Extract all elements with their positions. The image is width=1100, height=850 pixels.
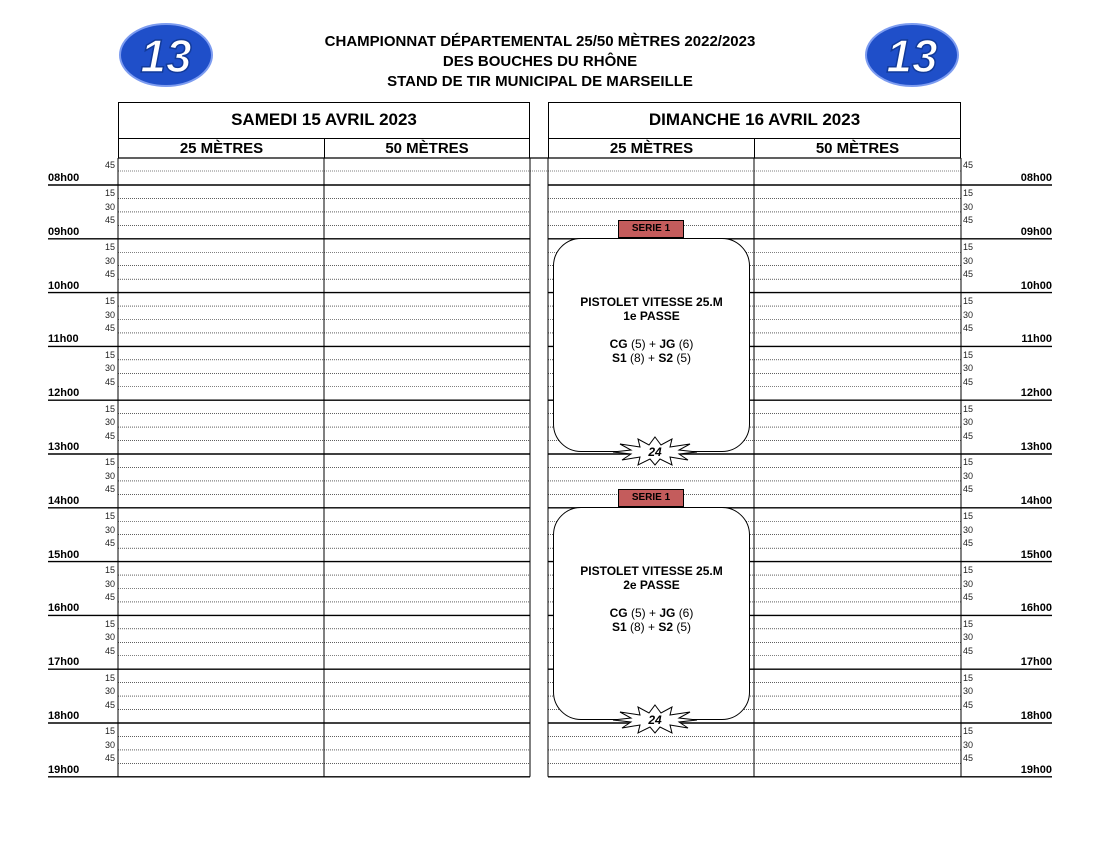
hour-label-right: 11h00 [1021, 333, 1052, 346]
quarter-label-right: 45 [963, 538, 974, 549]
event-title: PISTOLET VITESSE 25.M [580, 564, 723, 578]
quarter-label-left: 45 [104, 376, 115, 387]
event-card-1 [553, 238, 750, 452]
quarter-label-left: 30 [104, 686, 115, 697]
quarter-label: 45 [963, 160, 974, 170]
quarter-label-right: 30 [963, 524, 974, 535]
quarter-label-left: 15 [104, 349, 115, 360]
hour-label-right: 16h00 [1020, 602, 1052, 615]
quarter-label-left: 45 [104, 484, 115, 495]
quarter-label-right: 30 [963, 578, 974, 589]
quarter-label-right: 45 [963, 322, 974, 333]
hour-label-left: 15h00 [48, 548, 80, 561]
quarter-label-left: 15 [104, 403, 115, 414]
event-passe: 2e PASSE [623, 578, 680, 592]
hour-label-left: 18h00 [48, 710, 80, 722]
title-line-3: STAND DE TIR MUNICIPAL DE MARSEILLE [387, 73, 693, 90]
hour-label-left: 17h00 [48, 656, 80, 669]
hour-label-left: 10h00 [48, 279, 80, 292]
quarter-label-left: 15 [104, 457, 115, 468]
quarter-label-right: 30 [963, 632, 974, 643]
quarter-label-left: 30 [104, 417, 115, 428]
hour-label-right: 14h00 [1020, 494, 1052, 507]
quarter-label-left: 45 [104, 322, 115, 333]
quarter-label-left: 30 [104, 470, 115, 481]
quarter-label-right: 15 [963, 242, 974, 253]
quarter-label-left: 15 [104, 726, 115, 737]
quarter-label-left: 45 [104, 269, 115, 280]
quarter-label-right: 15 [963, 457, 974, 468]
quarter-label-right: 30 [963, 201, 974, 212]
quarter-label-right: 30 [963, 417, 974, 428]
quarter-label-right: 30 [963, 255, 974, 266]
participant-count-burst-2 [612, 704, 698, 734]
column-header-sat-50m: 50 MÈTRES [324, 138, 530, 158]
quarter-label: 45 [104, 160, 115, 170]
hour-label-right: 10h00 [1020, 279, 1052, 292]
quarter-label-right: 45 [963, 430, 974, 441]
quarter-label-left: 30 [104, 309, 115, 320]
event-categories-b: S1 (8) + S2 (5) [611, 351, 692, 365]
quarter-label-right: 30 [963, 686, 974, 697]
column-header-sun-25m: 25 MÈTRES [548, 138, 755, 158]
hour-label-left: 14h00 [48, 494, 80, 507]
quarter-label-right: 30 [963, 363, 974, 374]
quarter-label-left: 15 [104, 511, 115, 522]
title-line-2: DES BOUCHES DU RHÔNE [442, 53, 638, 70]
quarter-label-right: 45 [963, 753, 974, 764]
hour-label-right: 13h00 [1020, 441, 1052, 453]
serie-badge-2: SERIE 1 [618, 489, 684, 507]
hour-label-left: 12h00 [48, 387, 80, 400]
quarter-label-left: 30 [104, 363, 115, 374]
column-header-sun-50m: 50 MÈTRES [754, 138, 961, 158]
participant-count: 24 [648, 445, 662, 459]
event-passe: 1e PASSE [623, 309, 680, 323]
quarter-label-left: 15 [104, 618, 115, 629]
event-card-2 [553, 507, 750, 720]
quarter-label-right: 15 [963, 726, 974, 737]
quarter-label-left: 30 [104, 524, 115, 535]
hour-label-left: 13h00 [48, 441, 80, 453]
quarter-label-left: 15 [104, 242, 115, 253]
quarter-label-right: 30 [963, 309, 974, 320]
participant-count: 24 [648, 713, 662, 727]
quarter-label-right: 15 [963, 349, 974, 360]
title-line-1: CHAMPIONNAT DÉPARTEMENTAL 25/50 MÈTRES 2022/2023 [324, 33, 756, 50]
quarter-label-right: 45 [963, 269, 974, 280]
column-header-sat-25m: 25 MÈTRES [118, 138, 325, 158]
serie-badge-1: SERIE 1 [618, 220, 684, 238]
quarter-label-left: 45 [104, 645, 115, 656]
quarter-label-left: 15 [104, 672, 115, 683]
quarter-label-left: 45 [104, 538, 115, 549]
quarter-label-right: 30 [963, 470, 974, 481]
hour-label-right: 08h00 [1020, 172, 1052, 184]
event-title: PISTOLET VITESSE 25.M [580, 295, 723, 309]
hour-label-right: 18h00 [1020, 710, 1052, 722]
quarter-label-right: 45 [963, 591, 974, 602]
hour-label-right: 19h00 [1020, 763, 1052, 776]
logo-text: 13 [886, 30, 938, 82]
quarter-label-right: 15 [963, 565, 974, 576]
quarter-label-left: 30 [104, 578, 115, 589]
hour-label-right: 12h00 [1020, 387, 1052, 400]
quarter-label-right: 45 [963, 645, 974, 656]
quarter-label-right: 15 [963, 188, 974, 199]
logo-text: 13 [140, 30, 192, 82]
quarter-label-right: 45 [963, 484, 974, 495]
hour-label-left: 19h00 [48, 763, 80, 776]
hour-label-right: 15h00 [1020, 548, 1052, 561]
quarter-label-left: 15 [104, 188, 115, 199]
event-categories-a: CG (5) + JG (6) [609, 606, 694, 620]
quarter-label-right: 45 [963, 376, 974, 387]
quarter-label-right: 15 [963, 296, 974, 307]
quarter-label-right: 15 [963, 672, 974, 683]
hour-label-left: 08h00 [48, 172, 80, 184]
quarter-label-right: 30 [963, 739, 974, 750]
quarter-label-left: 30 [104, 632, 115, 643]
quarter-label-right: 45 [963, 215, 974, 226]
day-header-sunday: DIMANCHE 16 AVRIL 2023 [548, 102, 961, 138]
event-categories-a: CG (5) + JG (6) [609, 337, 694, 351]
event-categories-b: S1 (8) + S2 (5) [611, 620, 692, 634]
hour-label-left: 09h00 [48, 225, 80, 238]
participant-count-burst-1 [612, 436, 698, 466]
quarter-label-right: 45 [963, 699, 974, 710]
quarter-label-left: 45 [104, 215, 115, 226]
quarter-label-right: 15 [963, 618, 974, 629]
hour-label-right: 17h00 [1020, 656, 1052, 669]
quarter-label-left: 30 [104, 739, 115, 750]
hour-label-right: 09h00 [1020, 225, 1052, 238]
quarter-label-left: 45 [104, 753, 115, 764]
quarter-label-left: 15 [104, 565, 115, 576]
hour-label-left: 16h00 [48, 602, 80, 615]
day-header-saturday: SAMEDI 15 AVRIL 2023 [118, 102, 530, 138]
quarter-label-left: 15 [104, 296, 115, 307]
hour-label-left: 11h00 [48, 333, 79, 346]
quarter-label-left: 30 [104, 255, 115, 266]
quarter-label-left: 45 [104, 699, 115, 710]
quarter-label-left: 45 [104, 430, 115, 441]
quarter-label-right: 15 [963, 511, 974, 522]
quarter-label-right: 15 [963, 403, 974, 414]
quarter-label-left: 45 [104, 591, 115, 602]
quarter-label-left: 30 [104, 201, 115, 212]
